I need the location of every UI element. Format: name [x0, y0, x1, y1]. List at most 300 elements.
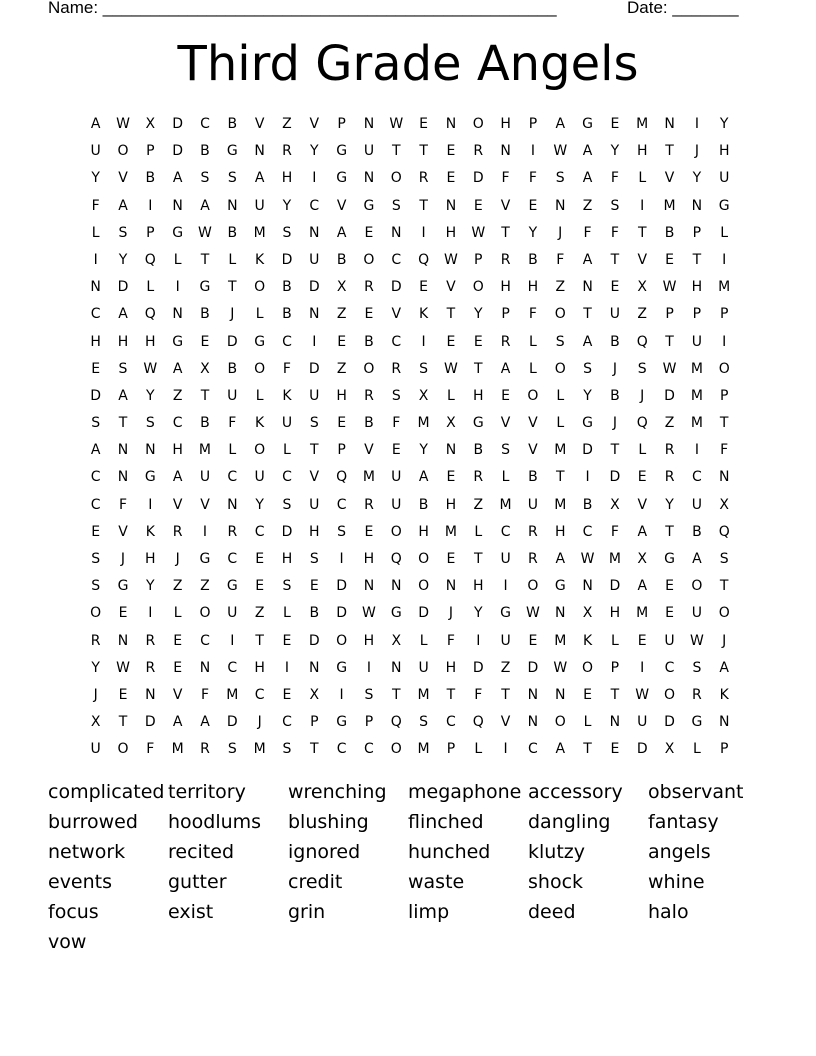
grid-letter: E	[637, 469, 647, 486]
grid-letter: D	[336, 578, 347, 595]
grid-letter: A	[200, 197, 210, 214]
grid-letter: N	[582, 279, 593, 296]
grid-letter: G	[199, 279, 211, 296]
grid-letter: E	[446, 170, 456, 187]
grid-letter: B	[582, 496, 593, 513]
grid-letter: J	[640, 387, 645, 404]
grid-letter: E	[91, 360, 101, 377]
grid-letter: F	[610, 170, 619, 187]
grid-letter: A	[692, 551, 702, 567]
grid-letter: G	[554, 578, 566, 595]
grid-letter: H	[445, 496, 457, 513]
grid-letter: B	[309, 605, 320, 622]
grid-letter: E	[173, 659, 183, 676]
grid-letter: W	[471, 224, 486, 241]
grid-letter: M	[554, 442, 567, 459]
grid-letter: C	[282, 714, 292, 731]
grid-letter: O	[90, 605, 102, 622]
grid-letter: U	[90, 143, 101, 160]
grid-letter: N	[309, 224, 320, 241]
grid-letter: F	[528, 170, 537, 187]
grid-letter: D	[472, 659, 484, 676]
grid-letter: T	[310, 442, 319, 459]
grid-letter: F	[146, 741, 155, 758]
grid-letter: F	[282, 360, 291, 377]
grid-letter: T	[583, 306, 592, 323]
grid-letter: I	[503, 578, 508, 595]
grid-row	[82, 138, 738, 165]
grid-letter: V	[500, 197, 511, 214]
grid-letter: S	[501, 442, 511, 459]
grid-letter: R	[227, 523, 238, 540]
grid-letter: R	[500, 333, 511, 350]
grid-letter: M	[417, 415, 430, 432]
grid-letter: T	[419, 197, 428, 214]
grid-letter: W	[389, 116, 404, 132]
grid-letter: B	[200, 143, 210, 160]
grid-letter: I	[421, 333, 426, 350]
grid-row	[82, 220, 738, 247]
grid-letter: U	[254, 469, 265, 486]
grid-letter: Y	[610, 143, 620, 160]
grid-letter: O	[117, 143, 129, 160]
grid-letter: T	[118, 415, 128, 432]
grid-letter: H	[500, 279, 511, 296]
grid-letter: Z	[172, 387, 183, 404]
grid-letter: Q	[636, 415, 648, 432]
grid-letter: Z	[172, 578, 183, 595]
grid-letter: C	[336, 741, 347, 758]
word-bank-item: whine	[648, 871, 705, 893]
grid-letter: J	[722, 632, 727, 649]
grid-letter: M	[198, 442, 212, 459]
grid-letter: G	[144, 469, 156, 486]
grid-letter: F	[610, 224, 619, 241]
grid-letter: H	[445, 224, 457, 241]
grid-letter: D	[308, 632, 320, 649]
grid-letter: N	[445, 578, 457, 595]
grid-letter: N	[500, 143, 511, 160]
grid-letter: Y	[692, 170, 702, 187]
grid-letter: O	[254, 442, 266, 459]
grid-letter: C	[90, 306, 101, 323]
grid-letter: Z	[500, 659, 511, 676]
word-bank-item: flinched	[408, 811, 484, 833]
grid-letter: O	[418, 551, 430, 567]
grid-letter: C	[391, 333, 402, 350]
word-bank-item: observant	[648, 781, 744, 803]
grid-letter: G	[336, 659, 348, 676]
grid-letter: G	[664, 551, 675, 567]
grid-letter: H	[117, 333, 129, 350]
grid-letter: V	[500, 415, 511, 432]
grid-letter: Q	[144, 306, 156, 323]
grid-letter: K	[255, 415, 265, 432]
grid-letter: L	[228, 442, 237, 459]
grid-letter: R	[500, 251, 511, 268]
grid-letter: L	[529, 333, 537, 350]
grid-letter: V	[664, 170, 675, 187]
grid-letter: X	[719, 496, 729, 513]
date-field-label: Date: _______	[627, 0, 739, 17]
grid-row	[82, 437, 738, 464]
grid-letter: X	[145, 116, 156, 132]
grid-letter: B	[227, 224, 238, 241]
grid-letter: C	[309, 197, 320, 214]
grid-letter: H	[472, 387, 484, 404]
grid-letter: J	[612, 360, 617, 377]
grid-row	[82, 546, 738, 573]
grid-letter: Y	[91, 170, 100, 187]
grid-letter: S	[555, 170, 565, 187]
grid-letter: R	[364, 496, 374, 513]
grid-letter: N	[391, 578, 402, 595]
grid-letter: A	[118, 306, 128, 323]
grid-letter: Q	[390, 551, 402, 567]
grid-row	[82, 356, 738, 383]
grid-letter: W	[635, 686, 650, 703]
grid-letter: L	[173, 605, 182, 622]
grid-letter: A	[500, 360, 511, 377]
grid-letter: I	[722, 333, 727, 350]
grid-letter: N	[664, 116, 675, 132]
word-search-grid	[82, 111, 738, 764]
grid-letter: J	[257, 714, 262, 731]
grid-letter: Z	[582, 197, 593, 214]
grid-letter: T	[719, 415, 729, 432]
grid-letter: V	[200, 496, 210, 513]
grid-letter: Y	[473, 605, 483, 622]
grid-letter: G	[172, 333, 184, 350]
grid-letter: O	[472, 116, 484, 132]
grid-row	[82, 383, 738, 410]
grid-letter: X	[200, 360, 210, 377]
word-bank-item: focus	[48, 901, 99, 923]
grid-letter: T	[637, 224, 647, 241]
grid-letter: M	[226, 686, 239, 703]
grid-letter: Y	[118, 251, 128, 268]
grid-letter: T	[555, 469, 565, 486]
grid-letter: C	[282, 469, 292, 486]
grid-row	[82, 519, 738, 546]
grid-letter: J	[448, 605, 453, 622]
grid-letter: L	[638, 170, 647, 187]
grid-row	[82, 247, 738, 274]
grid-letter: E	[364, 306, 374, 323]
grid-letter: Q	[718, 523, 730, 540]
grid-letter: E	[282, 632, 292, 649]
grid-letter: Y	[719, 116, 729, 132]
grid-letter: B	[364, 415, 374, 432]
grid-letter: G	[472, 415, 484, 432]
word-bank-item: network	[48, 841, 126, 863]
grid-letter: T	[391, 686, 401, 703]
grid-letter: U	[691, 333, 702, 350]
grid-letter: M	[554, 496, 567, 513]
grid-letter: Z	[637, 306, 648, 323]
word-bank-item: wrenching	[288, 781, 387, 803]
grid-letter: D	[390, 279, 402, 296]
grid-letter: N	[718, 714, 730, 731]
grid-letter: R	[692, 686, 702, 703]
grid-letter: A	[254, 170, 265, 187]
grid-letter: I	[722, 251, 727, 268]
grid-letter: N	[172, 306, 183, 323]
grid-letter: T	[200, 251, 210, 268]
grid-letter: M	[636, 116, 649, 132]
grid-letter: Y	[91, 659, 100, 676]
grid-letter: L	[91, 224, 100, 241]
grid-letter: A	[637, 578, 648, 595]
grid-letter: B	[528, 251, 538, 268]
grid-letter: P	[446, 741, 456, 758]
grid-letter: S	[583, 360, 593, 377]
grid-letter: S	[118, 224, 128, 241]
grid-letter: U	[527, 496, 539, 513]
grid-letter: N	[199, 659, 211, 676]
grid-letter: Y	[146, 387, 155, 404]
grid-letter: S	[309, 551, 319, 567]
grid-letter: L	[501, 469, 510, 486]
word-bank	[48, 777, 788, 957]
grid-letter: O	[554, 306, 566, 323]
grid-letter: I	[503, 741, 508, 758]
grid-letter: E	[419, 279, 429, 296]
grid-letter: W	[580, 551, 595, 567]
grid-letter: N	[117, 442, 129, 459]
grid-letter: A	[172, 170, 183, 187]
grid-letter: S	[282, 224, 292, 241]
grid-row	[82, 655, 738, 682]
grid-letter: J	[120, 551, 126, 567]
grid-letter: H	[363, 632, 375, 649]
grid-letter: A	[200, 714, 210, 731]
grid-letter: D	[117, 279, 129, 296]
grid-letter: F	[474, 686, 483, 703]
grid-letter: S	[91, 415, 101, 432]
grid-letter: D	[144, 714, 156, 731]
grid-letter: E	[528, 632, 538, 649]
grid-letter: B	[528, 469, 538, 486]
grid-letter: C	[90, 469, 101, 486]
grid-letter: Y	[310, 143, 319, 160]
grid-letter: O	[363, 360, 375, 377]
word-bank-item: waste	[408, 871, 465, 893]
grid-letter: F	[556, 251, 565, 268]
grid-letter: T	[583, 741, 592, 758]
grid-letter: O	[418, 578, 430, 595]
grid-row	[82, 628, 738, 655]
grid-letter: T	[610, 686, 620, 703]
grid-letter: N	[227, 496, 238, 513]
grid-letter: N	[309, 659, 320, 676]
word-bank-item: burrowed	[48, 811, 138, 833]
grid-letter: C	[664, 659, 675, 676]
grid-letter: T	[446, 686, 456, 703]
grid-letter: S	[391, 387, 401, 404]
grid-letter: E	[118, 686, 128, 703]
word-bank-item: angels	[648, 841, 711, 863]
grid-letter: R	[172, 523, 183, 540]
grid-letter: T	[118, 714, 128, 731]
grid-letter: T	[610, 251, 620, 268]
grid-letter: O	[718, 360, 730, 377]
grid-letter: H	[527, 279, 539, 296]
grid-letter: G	[582, 415, 593, 432]
grid-letter: J	[175, 551, 180, 567]
grid-letter: R	[473, 469, 484, 486]
grid-letter: C	[200, 632, 210, 649]
grid-letter: D	[664, 714, 675, 731]
grid-letter: P	[665, 306, 674, 323]
grid-letter: P	[337, 116, 346, 132]
grid-letter: S	[200, 170, 210, 187]
grid-letter: I	[530, 143, 535, 160]
grid-letter: I	[148, 605, 153, 622]
grid-letter: E	[419, 116, 429, 132]
grid-letter: X	[391, 632, 402, 649]
grid-letter: X	[637, 279, 648, 296]
grid-letter: W	[553, 659, 568, 676]
grid-letter: O	[527, 578, 539, 595]
grid-letter: T	[473, 360, 483, 377]
grid-letter: B	[200, 415, 210, 432]
grid-letter: W	[116, 659, 130, 676]
grid-letter: U	[309, 251, 320, 268]
word-bank-item: limp	[408, 901, 450, 923]
grid-letter: E	[637, 632, 647, 649]
grid-letter: V	[500, 714, 511, 731]
grid-letter: W	[198, 224, 212, 241]
grid-letter: A	[172, 469, 183, 486]
grid-letter: K	[582, 632, 593, 649]
grid-letter: D	[527, 659, 539, 676]
grid-letter: I	[421, 224, 426, 241]
grid-letter: I	[148, 197, 153, 214]
grid-letter: U	[664, 632, 675, 649]
grid-letter: H	[90, 333, 101, 350]
grid-letter: X	[610, 496, 620, 513]
grid-letter: G	[500, 605, 512, 622]
grid-letter: J	[93, 686, 98, 703]
grid-letter: L	[146, 279, 155, 296]
word-bank-item: accessory	[528, 781, 623, 803]
grid-letter: G	[226, 143, 238, 160]
grid-letter: N	[691, 197, 703, 214]
grid-letter: L	[529, 360, 537, 377]
grid-letter: N	[227, 197, 238, 214]
grid-letter: N	[90, 279, 101, 296]
word-bank-item: complicated	[48, 781, 165, 803]
grid-letter: U	[309, 387, 320, 404]
grid-letter: V	[391, 306, 402, 323]
grid-letter: O	[718, 605, 730, 622]
grid-letter: W	[525, 605, 540, 622]
grid-letter: I	[694, 442, 699, 459]
grid-letter: F	[720, 442, 729, 459]
grid-letter: L	[255, 306, 264, 323]
grid-letter: M	[253, 224, 266, 241]
grid-letter: I	[202, 523, 208, 540]
grid-letter: R	[145, 632, 156, 649]
grid-letter: I	[640, 659, 645, 676]
grid-letter: T	[310, 741, 319, 758]
grid-letter: T	[665, 333, 674, 350]
word-bank-item: blushing	[288, 811, 369, 833]
grid-letter: C	[254, 523, 265, 540]
grid-letter: P	[719, 387, 729, 404]
grid-letter: K	[282, 387, 292, 404]
grid-letter: V	[336, 197, 347, 214]
grid-letter: A	[555, 116, 566, 132]
grid-letter: S	[419, 714, 429, 731]
grid-letter: L	[419, 632, 428, 649]
grid-letter: U	[90, 741, 101, 758]
grid-row	[82, 329, 738, 356]
grid-letter: N	[527, 686, 539, 703]
grid-letter: D	[418, 605, 429, 622]
grid-letter: D	[336, 605, 347, 622]
grid-letter: E	[118, 605, 128, 622]
grid-letter: W	[553, 143, 568, 160]
grid-letter: O	[199, 605, 211, 622]
grid-letter: K	[145, 523, 155, 540]
grid-letter: D	[226, 714, 238, 731]
grid-letter: A	[172, 714, 183, 731]
grid-letter: E	[473, 197, 483, 214]
grid-letter: T	[200, 387, 210, 404]
grid-letter: P	[337, 442, 346, 459]
grid-letter: D	[172, 143, 184, 160]
grid-letter: S	[364, 686, 374, 703]
grid-letter: V	[118, 170, 128, 187]
grid-letter: V	[172, 496, 183, 513]
grid-letter: P	[719, 306, 729, 323]
grid-letter: N	[172, 197, 183, 214]
grid-letter: N	[309, 306, 320, 323]
grid-letter: I	[284, 659, 290, 676]
grid-letter: E	[446, 143, 456, 160]
grid-letter: I	[640, 197, 645, 214]
grid-row	[82, 492, 738, 519]
grid-letter: I	[585, 469, 590, 486]
grid-letter: T	[665, 143, 674, 160]
grid-letter: B	[418, 496, 429, 513]
grid-letter: E	[200, 333, 210, 350]
grid-letter: S	[282, 496, 292, 513]
grid-letter: E	[665, 251, 674, 268]
grid-letter: G	[172, 224, 184, 241]
grid-letter: C	[364, 741, 374, 758]
word-bank-item: territory	[168, 781, 246, 803]
grid-letter: H	[636, 143, 648, 160]
grid-letter: W	[143, 360, 158, 377]
name-field-label: Name: ________________________________________________	[48, 0, 557, 17]
grid-letter: R	[664, 469, 675, 486]
grid-letter: B	[336, 251, 347, 268]
grid-letter: V	[172, 686, 183, 703]
grid-letter: P	[501, 306, 510, 323]
grid-letter: Y	[419, 442, 428, 459]
grid-letter: B	[364, 333, 374, 350]
grid-letter: G	[254, 333, 266, 350]
grid-letter: F	[200, 686, 209, 703]
grid-letter: I	[175, 279, 180, 296]
grid-letter: L	[283, 605, 291, 622]
grid-letter: W	[362, 605, 376, 622]
word-bank-item: events	[48, 871, 113, 893]
grid-letter: H	[172, 442, 183, 459]
